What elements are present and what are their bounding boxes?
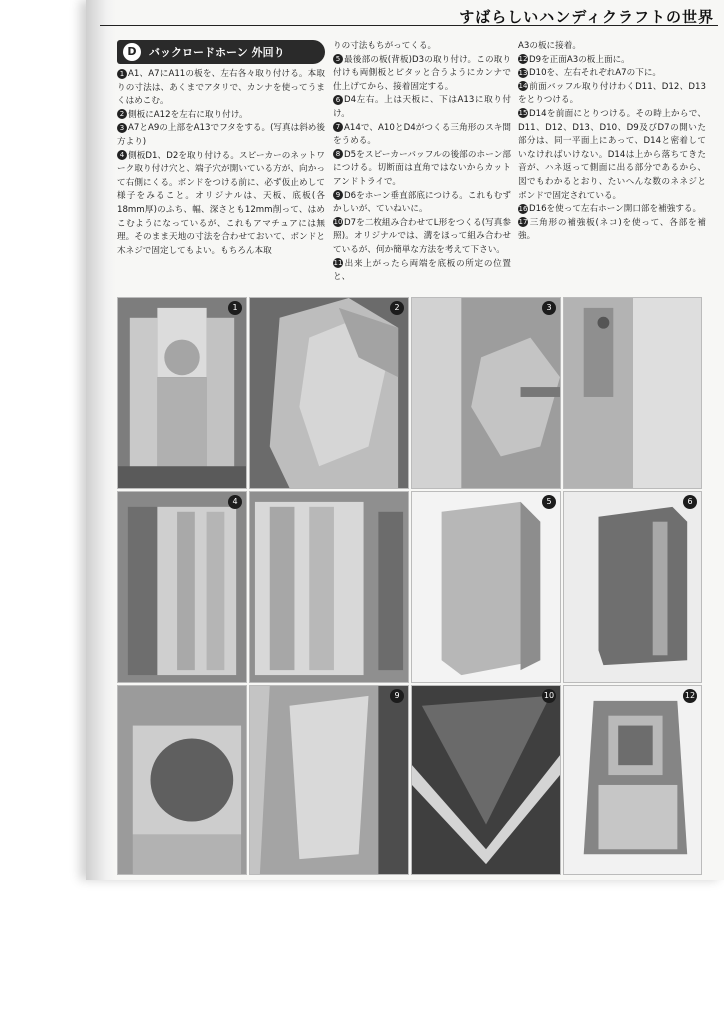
step-text: 出来上がったら両端を底板の所定の位置と、 <box>333 258 511 283</box>
step-text: A1、A7にA11の板を、左右各々取り付ける。本取りの寸法は、あくまでアタリで、カンナを使ってうまくはめこむ。 <box>117 69 325 107</box>
step-paragraph <box>333 149 511 190</box>
photo-3b-image <box>564 298 701 488</box>
step-text: A3の板に接着。 <box>518 41 581 51</box>
step-paragraph <box>518 217 706 244</box>
photo-5-number: 5 <box>542 495 556 509</box>
step-text: 側板にA12を左右に取り付け。 <box>128 109 248 120</box>
step-text: 三角形の補強板(ネコ)を使って、各部を補強。 <box>518 217 706 242</box>
photo-8-image <box>118 686 246 874</box>
photo-9 <box>249 685 409 875</box>
step-text: 側板D1、D2を取り付ける。スピーカーのネットワーク取り付け穴と、端子穴が開いている方が、向かって右側にくる。ボンドをつける前に、必ず仮止めして様子をみること。オリジナルは、天板、底板(各18mm厚)のふち、幅、深さとも12mm削って、はめこむようになっているが、これもアマチュアには無理。そのまま天地の寸法を合わせておいて、ボンドと木ネジで固定してもよい。もちろん本取 <box>117 150 325 256</box>
step-paragraph <box>333 40 511 54</box>
photo-10 <box>411 685 561 875</box>
step-text: D7を二枚組み合わせてL形をつくる(写真参照)。オリジナルでは、溝をほって組み合わせているが、何か簡単な方法を考えて下さい。 <box>333 217 511 255</box>
step-paragraph <box>333 190 511 217</box>
step-text: A7とA9の上部をA13でフタをする。(写真は斜め後方より) <box>117 123 325 147</box>
step-paragraph <box>117 122 325 149</box>
step-text: D6をホーン垂直部底につける。これもむずかしいが、ていねいに。 <box>333 190 511 215</box>
section-heading <box>117 40 325 64</box>
photo-12-image <box>564 686 701 874</box>
photo-2 <box>249 297 409 489</box>
photo-1 <box>117 297 247 489</box>
photo-3b <box>563 297 702 489</box>
step-number: 7 <box>333 122 343 132</box>
step-number: 6 <box>333 95 343 105</box>
photo-1-image <box>118 298 246 488</box>
photo-12 <box>563 685 702 875</box>
page-binding-shadow <box>86 0 116 880</box>
photo-4 <box>117 491 247 683</box>
photo-3-number: 3 <box>542 301 556 315</box>
step-number: 1 <box>117 69 127 79</box>
photo-3 <box>411 297 561 489</box>
step-number: 17 <box>518 218 528 227</box>
step-text: D14を前面にとりつける。その時上からで、D11、D12、D13、D10、D9及びD7の開いた部分は、同一平面上にあって、D14と密着していなければいけない。D14は上から落ちてきた音が、ハネ返って側面に出る部分であるから、図でもわかるとおり、たいへんな数のネネジとボンドで固定されている。 <box>518 108 706 201</box>
step-number: 10 <box>333 218 343 227</box>
step-paragraph <box>518 54 706 68</box>
step-paragraph <box>518 40 706 54</box>
step-text: D4左右。上は天板に、下はA13に取り付け。 <box>333 95 511 119</box>
step-number: 9 <box>333 190 343 200</box>
photo-10-image <box>412 686 560 874</box>
section-title: バックロードホーン 外回り <box>149 46 285 59</box>
photo-3-image <box>412 298 560 488</box>
photo-5-image <box>412 492 560 682</box>
step-number: 5 <box>333 54 343 64</box>
step-paragraph <box>518 81 706 108</box>
photo-6-number: 6 <box>683 495 697 509</box>
text-column-2 <box>333 40 511 285</box>
step-text: D5をスピーカーバッフルの後部のホーン部につける。切断面は直角ではないからカットアンドトライで。 <box>333 149 511 187</box>
step-text: D9を正面A3の板上面に。 <box>529 54 630 65</box>
step-number: 8 <box>333 149 343 159</box>
step-number: 2 <box>117 109 127 119</box>
photo-9-image <box>250 686 408 874</box>
step-paragraph <box>117 150 325 259</box>
step-paragraph <box>518 203 706 217</box>
step-text: 前面バッフル取り付けわくD11、D12、D13をとりつける。 <box>518 81 706 106</box>
photo-5 <box>411 491 561 683</box>
step-paragraph <box>333 258 511 285</box>
step-text: D10を、左右それぞれA7の下に。 <box>529 68 662 79</box>
step-paragraph <box>333 54 511 95</box>
running-title: すばらしいハンディクラフトの世界 <box>459 8 714 26</box>
step-number: 15 <box>518 109 528 118</box>
photo-2-image <box>250 298 408 488</box>
photo-9-number: 9 <box>390 689 404 703</box>
step-number: 12 <box>518 55 528 64</box>
step-number: 4 <box>117 150 127 160</box>
photo-4-number: 4 <box>228 495 242 509</box>
step-text: りの寸法もちがってくる。 <box>333 41 437 51</box>
step-text: 最後部の板(背板)D3の取り付け。この取り付けも両側板とピタッと合うようにカンナで仕上げてから、接着固定する。 <box>333 54 511 92</box>
step-paragraph <box>518 67 706 81</box>
photo-6-image <box>564 492 701 682</box>
step-paragraph <box>117 68 325 109</box>
step-paragraph <box>333 217 511 258</box>
text-column-3 <box>518 40 706 244</box>
photo-2-number: 2 <box>390 301 404 315</box>
photo-6 <box>563 491 702 683</box>
step-paragraph <box>333 122 511 149</box>
step-text: D16を使って左右ホーン開口部を補強する。 <box>529 204 702 215</box>
step-paragraph <box>518 108 706 203</box>
header-rule <box>100 25 718 26</box>
photo-4b <box>249 491 409 683</box>
photo-12-number: 12 <box>683 689 697 703</box>
step-number: 14 <box>518 82 528 91</box>
step-paragraph <box>117 109 325 123</box>
text-column-1 <box>117 68 325 258</box>
step-paragraph <box>333 94 511 121</box>
photo-10-number: 10 <box>542 689 556 703</box>
photo-1-number: 1 <box>228 301 242 315</box>
step-number: 11 <box>333 259 343 267</box>
step-text: A14で、A10とD4がつくる三角形のスキ間をうめる。 <box>333 122 511 147</box>
photo-4b-image <box>250 492 408 682</box>
photo-4-image <box>118 492 246 682</box>
step-number: 16 <box>518 204 528 213</box>
step-number: 13 <box>518 68 528 77</box>
step-number: 3 <box>117 123 127 133</box>
photo-8 <box>117 685 247 875</box>
section-letter: D <box>123 43 141 61</box>
